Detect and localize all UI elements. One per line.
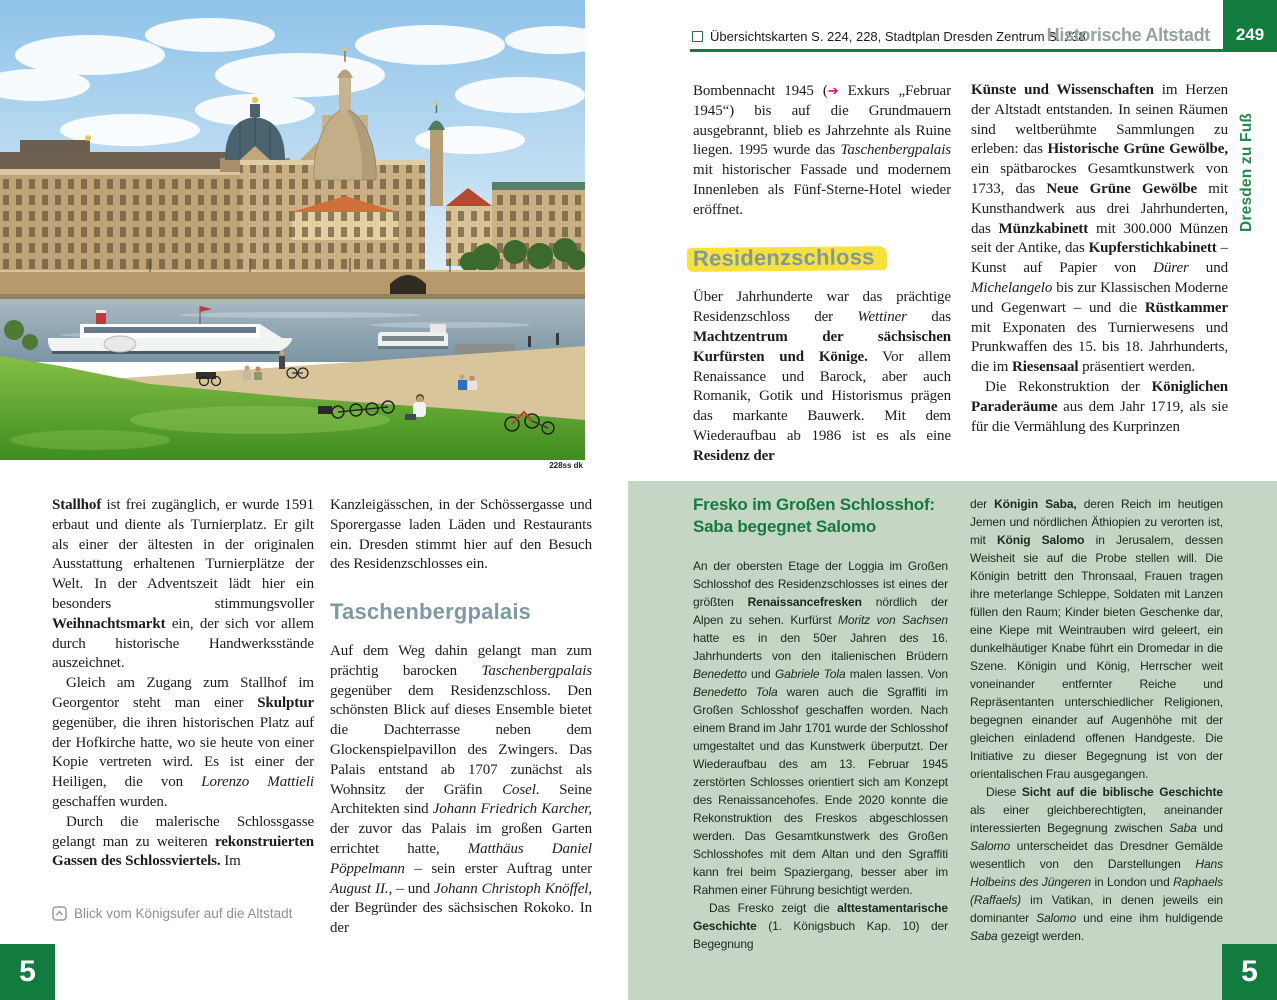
- column-lower-left-2: [330, 496, 592, 939]
- paragraph: Künste und Wissenschaften im Herzen der Altstadt entstanden. In seinen Räumen sind weltberühmte Sammlungen zu erleben: das Historische Grüne Gewölbe, ein spätbarockes Gesamtkunstwerk von 1733, das Neue Grüne Gewölbe mit Kunsthandwerk aus drei Jahrhunderten, das Münzkabinett mit 300.000 Münzen seit der Antike, das Kupferstichkabinett – Kunst auf Papier von Dürer und Michelangelo bis zur Klassischen Moderne und Gegenwart – und die Rüstkammer mit Exponaten des Turnierwesens und Prunkwaffen des 15. bis 18. Jahrhunderts, die im Riesensaal präsentiert werden.: [971, 82, 1229, 376]
- paragraph: Stallhof ist frei zugänglich, er wurde 1591 erbaut und diente als Turnierplatz. Er gilt als einer der ältesten in der originalen Ausstattung erhaltenen Turnierplätze der Welt. In der Adventszeit lädt hier ein besonders stimmungsvoller Weihnachtsmarkt ein, der sich vor allem durch historische Handwerksstände auszeichnet.: [52, 497, 314, 672]
- header-rule: [690, 49, 1223, 52]
- paragraph: Kanzleigässchen, in der Schössergasse und Sporergasse laden Läden und Restaurants ein. Dresden stimmt hier auf den Besuch des Residenzschlosses ein.: [330, 497, 592, 573]
- infobox-title-line2: Saba begegnet Salomo: [693, 517, 877, 536]
- yellow-highlight: Residenzschloss: [687, 246, 887, 272]
- header-section-title: Historische Altstadt: [1046, 25, 1210, 45]
- heading-taschenbergpalais: Taschenbergpalais: [330, 599, 532, 625]
- map-square-icon: [692, 31, 703, 42]
- paragraph: Auf dem Weg dahin gelangt man zum prächtig barocken Taschenbergpalais gegenüber dem Residenzschloss. Den schönsten Blick auf dieses Ensemble bietet die Dachterrasse neben dem Glockenspielpavillon des Zwingers. Das Palais entstand ab 1707 zunächst als Wohnsitz der Gräfin Cosel. Seine Architekten sind Johann Friedrich Karcher, der zuvor das Palais im großen Garten errichtet hatte, Matthäus Daniel Pöppelmann – sein erster Auftrag unter August II., – und Johann Christoph Knöffel, der Begründer des sächsischen Rokoko. In der: [330, 642, 592, 937]
- dresden-elbe-photo: [0, 0, 585, 460]
- paragraph: Gleich am Zugang zum Stallhof im Georgentor steht man einer Skulptur gegenüber, die ihren historischen Platz auf der Hofkirche hatte, wo sie heute von einer Kopie vertreten wird. Es ist einer der Heiligen, die von Lorenzo Mattieli geschaffen wurden.: [52, 675, 314, 810]
- column-right: [971, 81, 1228, 437]
- chapter-tab-right: 5: [1222, 944, 1277, 1000]
- infobox-column-2: [970, 495, 1223, 945]
- paragraph: Die Rekonstruktion der Königlichen Paraderäume aus dem Jahr 1719, als sie für die Vermählung des Kurprinzen: [971, 378, 1228, 435]
- column-lower-left-1: [52, 496, 314, 872]
- page-number-tab: 249: [1223, 0, 1277, 52]
- header-overview: [692, 29, 1086, 44]
- photo-caption: [52, 906, 292, 921]
- infobox-title-line1: Fresko im Großen Schlosshof:: [693, 495, 935, 514]
- column-middle: [693, 81, 951, 467]
- paragraph: An der obersten Etage der Loggia im Großen Schlosshof des Residenzschlosses ist eines der größten Renaissancefresken nördlich der Alpen zu sehen. Kurfürst Moritz von Sachsen hatte es in den 50er Jahren des 16. Jahrhunderts von den italienischen Brüdern Benedetto und Gabriele Tola malen lassen. Von Benedetto Tola waren auch die Sgraffiti im Großen Schlosshof geschaffen worden. Nach einem Brand im Jahr 1701 wurde der Schlosshof umgestaltet und das Kunstwerk überputzt. Der Wiederaufbau des am 13. Februar 1945 zerstörten Schlosses orientiert sich am Konzept des Renaissancehofes. Ende 2020 konnte die Rekonstruktion des Freskos abgeschlossen werden. Das Gesamtkunstwerk des Großen Schlosshofes mit dem Altan und den Sgraffiti kann frei beim Spaziergang, besser aber im Rahmen einer Führung besichtigt werden.: [693, 559, 948, 897]
- paragraph: der Königin Saba, deren Reich im heutigen Jemen und nördlichen Äthiopien zu verorten ist, mit König Salomo in Jerusalem, dessen Weisheit sie auf die Probe stellen will. Die Königin betritt den Thronsaal, Frauen tragen ihre meterlange Schleppe, Soldaten mit Lanzen füllen den Raum; Kinder bieten Geschenke dar, eine Kiepe mit Weintrauben wird geleert, ein dunkelhäutiger Knabe führt ein Dromedar in die Szene. Königin und König, Herrscher weit voneinander entfernter Reiche und Repräsentanten unterschiedlicher Religionen, begegnen einander auf Augenhöhe mit der gleichen einladend offenen Handgeste. Die Initiative zu dieser Begegnung ist von der orientalischen Frau ausgegangen.: [970, 497, 1224, 781]
- infobox-title: [693, 494, 935, 538]
- paragraph: Durch die malerische Schlossgasse gelangt man zu weiteren rekonstruierten Gassen des Schlossviertels. Im: [52, 813, 314, 870]
- infobox-column-1: [693, 557, 948, 953]
- photo-credit: 228ss dk: [549, 461, 583, 470]
- photo-caption-text: Blick vom Königsufer auf die Altstadt: [74, 906, 293, 921]
- side-tab-label: Dresden zu Fuß: [1238, 112, 1255, 232]
- paragraph: Über Jahrhunderte war das prächtige Residenzschloss der Wettiner das Machtzentrum der sächsischen Kurfürsten und Könige. Vor allem Renaissance und Barock, aber auch Romanik, Gotik und Historismus prägen das markante Bauwerk. Mit dem Wiederaufbau ab 1986 ist es als eine Residenz der: [693, 289, 951, 464]
- chapter-tab-left: 5: [0, 944, 55, 1000]
- heading-residenzschloss: [692, 243, 951, 271]
- paragraph: Das Fresko zeigt die alttestamentarische Geschichte (1. Königsbuch Kap. 10) der Begegnung: [693, 901, 948, 951]
- infobox: [628, 481, 1277, 1000]
- paragraph: Bombennacht 1945 (➔ Exkurs „Februar 1945“) bis auf die Grundmauern ausgebrannt, blieb es Jahrzehnte als Ruine liegen. 1995 wurde das Taschenbergpalais mit historischer Fassade und modernem Innenleben als Fünf-Sterne-Hotel wieder eröffnet.: [693, 83, 952, 218]
- paragraph: Diese Sicht auf die biblische Geschichte als einer gleichberechtigten, aneinander interessierten Begegnung zwischen Saba und Salomo unterscheidet das Dresdner Gemälde wesentlich von den Darstellungen Hans Holbeins des Jüngeren in London und Raphaels (Raffaels) im Vatikan, in denen jeweils ein dominanter Salomo und eine ihm huldigende Saba gezeigt werden.: [970, 785, 1223, 943]
- photo-above-icon: [52, 906, 67, 921]
- header-overview-label: Übersichtskarten S. 224, 228, Stadtplan Dresden Zentrum S. 238: [710, 29, 1086, 44]
